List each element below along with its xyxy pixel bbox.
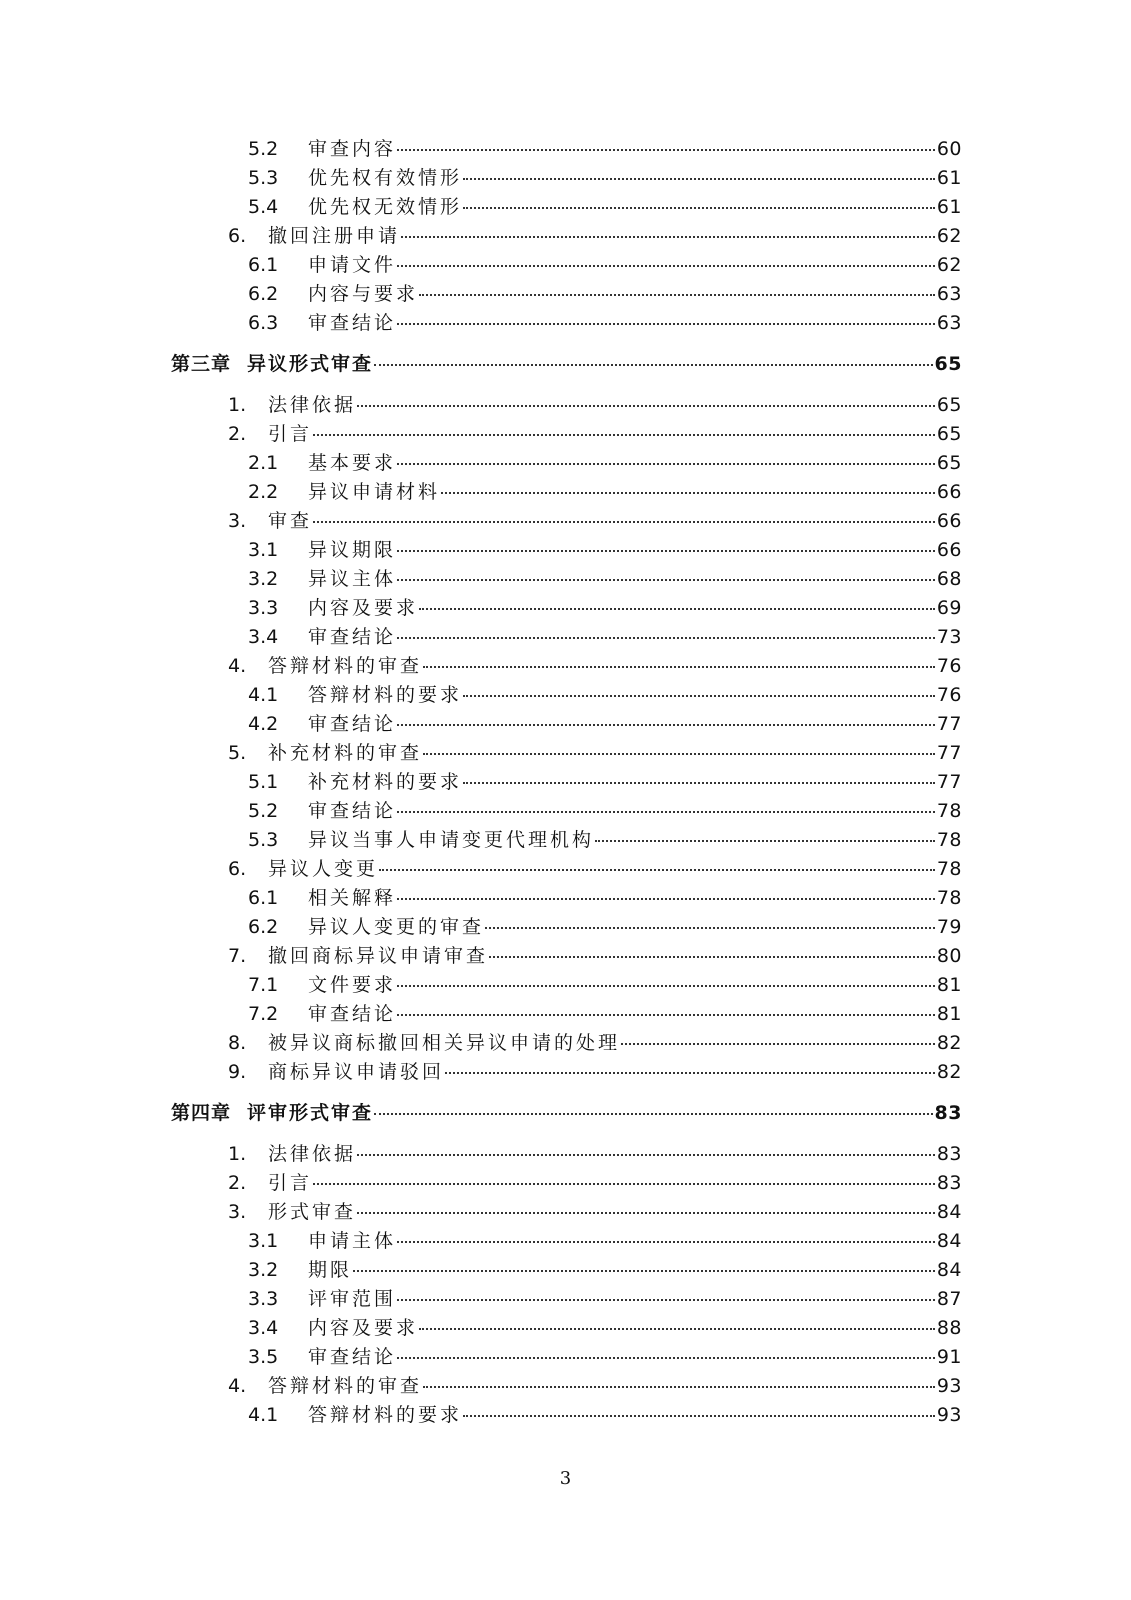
toc-entry-number: 4.1 [248,684,279,706]
toc-entry-page: 65 [936,452,962,474]
toc-entry[interactable] [0,567,962,591]
toc-entry-number: 2. [228,423,247,445]
toc-entry-number: 5.1 [248,771,279,793]
toc-entry-number: 1. [228,1143,247,1165]
toc-entry-title: 答辩材料的审查 [268,1375,423,1397]
toc-entry-number: 4. [228,1375,247,1397]
toc-entry-number: 6.2 [248,283,279,305]
toc-entry-number: 3.2 [248,1259,279,1281]
toc-entry[interactable] [0,596,962,620]
toc-entry-page: 65 [934,353,962,375]
toc-entry-title: 异议当事人申请变更代理机构 [308,829,595,851]
toc-entry-title: 异议期限 [308,539,397,561]
toc-chapter-entry[interactable] [0,352,962,376]
dot-leader [419,608,935,610]
toc-entry[interactable] [0,1171,962,1195]
dot-leader [397,1014,935,1016]
toc-entry-page: 62 [936,225,962,247]
toc-entry-page: 66 [936,481,962,503]
dot-leader [595,840,935,842]
toc-entry-title: 被异议商标撤回相关异议申请的处理 [268,1032,621,1054]
toc-entry-title: 申请文件 [308,254,397,276]
toc-entry[interactable] [0,195,962,219]
toc-entry[interactable] [0,1316,962,1340]
toc-entry[interactable] [0,1374,962,1398]
dot-leader [357,1212,935,1214]
toc-entry-title: 审查内容 [308,138,397,160]
toc-entry-page: 77 [936,742,962,764]
dot-leader [423,1386,935,1388]
toc-entry-title: 补充材料的审查 [268,742,423,764]
toc-entry-page: 78 [936,887,962,909]
toc-entry-page: 76 [936,655,962,677]
dot-leader [463,695,935,697]
toc-entry-number: 6.1 [248,887,279,909]
toc-entry-title: 优先权有效情形 [308,167,463,189]
toc-entry-page: 84 [936,1201,962,1223]
toc-entry-title: 审查结论 [308,312,397,334]
dot-leader [397,985,935,987]
toc-entry-number: 1. [228,394,247,416]
toc-entry-page: 69 [936,597,962,619]
toc-entry-page: 62 [936,254,962,276]
toc-entry-title: 审查结论 [308,800,397,822]
toc-entry-title: 撤回注册申请 [268,225,401,247]
dot-leader [463,178,935,180]
dot-leader [397,265,935,267]
dot-leader [397,550,935,552]
toc-entry-title: 内容及要求 [308,597,419,619]
toc-entry-number: 5. [228,742,247,764]
toc-entry[interactable] [0,538,962,562]
toc-entry[interactable] [0,712,962,736]
toc-entry-page: 80 [936,945,962,967]
toc-entry-page: 84 [936,1259,962,1281]
toc-entry-number: 6. [228,858,247,880]
toc-entry-page: 68 [936,568,962,590]
toc-entry-number: 7.1 [248,974,279,996]
toc-entry-title: 审查结论 [308,1003,397,1025]
toc-entry-title: 商标异议申请驳回 [268,1061,445,1083]
toc-entry-page: 88 [936,1317,962,1339]
dot-leader [397,637,935,639]
toc-entry-page: 63 [936,312,962,334]
toc-entry[interactable] [0,1031,962,1055]
dot-leader [313,434,935,436]
dot-leader [397,724,935,726]
toc-entry-number: 8. [228,1032,247,1054]
toc-entry[interactable] [0,1258,962,1282]
toc-entry-page: 79 [936,916,962,938]
dot-leader [397,898,935,900]
toc-entry-page: 73 [936,626,962,648]
toc-entry-title: 内容与要求 [308,283,419,305]
toc-entry-number: 3. [228,510,247,532]
toc-entry-page: 76 [936,684,962,706]
toc-entry[interactable] [0,137,962,161]
toc-entry[interactable] [0,1060,962,1084]
toc-entry-page: 78 [936,858,962,880]
toc-entry-number: 7.2 [248,1003,279,1025]
dot-leader [397,579,935,581]
toc-entry-title: 异议人变更的审查 [308,916,485,938]
toc-entry-number: 9. [228,1061,247,1083]
toc-entry-number: 3.2 [248,568,279,590]
toc-entry[interactable] [0,857,962,881]
toc-entry-title: 审查结论 [308,713,397,735]
dot-leader [397,149,935,151]
toc-entry-number: 6.3 [248,312,279,334]
dot-leader [441,492,935,494]
toc-entry-title: 相关解释 [308,887,397,909]
toc-entry-number: 6. [228,225,247,247]
toc-entry-page: 82 [936,1061,962,1083]
toc-entry-title: 法律依据 [268,394,357,416]
dot-leader [379,869,935,871]
dot-leader [397,463,935,465]
toc-entry-page: 84 [936,1230,962,1252]
toc-entry-title: 内容及要求 [308,1317,419,1339]
toc-entry-title: 法律依据 [268,1143,357,1165]
toc-entry-number: 6.2 [248,916,279,938]
toc-entry-page: 65 [936,423,962,445]
toc-entry-number: 第四章 [171,1102,232,1124]
toc-entry[interactable] [0,683,962,707]
toc-entry-title: 答辩材料的要求 [308,684,463,706]
toc-entry-page: 78 [936,829,962,851]
toc-entry-title: 异议形式审查 [247,353,374,375]
dot-leader [313,1183,935,1185]
toc-entry-title: 异议人变更 [268,858,379,880]
toc-entry[interactable] [0,1403,962,1427]
dot-leader [419,1328,935,1330]
toc-entry[interactable] [0,509,962,533]
toc-entry[interactable] [0,422,962,446]
toc-entry-page: 83 [936,1143,962,1165]
toc-entry-title: 优先权无效情形 [308,196,463,218]
toc-entry-page: 66 [936,510,962,532]
toc-entry-number: 3.1 [248,1230,279,1252]
toc-entry[interactable] [0,973,962,997]
toc-entry[interactable] [0,1229,962,1253]
toc-entry[interactable] [0,915,962,939]
toc-entry[interactable] [0,1142,962,1166]
dot-leader [463,207,935,209]
toc-entry-number: 第三章 [171,353,232,375]
toc-entry-number: 5.3 [248,167,279,189]
toc-entry[interactable] [0,654,962,678]
dot-leader [423,753,935,755]
toc-entry[interactable] [0,770,962,794]
toc-entry-page: 61 [936,196,962,218]
toc-entry-title: 撤回商标异议申请审查 [268,945,489,967]
toc-entry-title: 引言 [268,423,313,445]
toc-entry-title: 文件要求 [308,974,397,996]
dot-leader [374,1113,933,1115]
dot-leader [463,1415,935,1417]
toc-entry-number: 7. [228,945,247,967]
dot-leader [485,927,935,929]
toc-entry-page: 81 [936,974,962,996]
toc-chapter-entry[interactable] [0,1101,962,1125]
toc-entry-title: 基本要求 [308,452,397,474]
dot-leader [397,811,935,813]
toc-entry-page: 60 [936,138,962,160]
toc-entry[interactable] [0,1002,962,1026]
toc-entry-number: 2.1 [248,452,279,474]
toc-entry[interactable] [0,166,962,190]
toc-entry-page: 83 [934,1102,962,1124]
toc-entry[interactable] [0,799,962,823]
toc-entry-page: 91 [936,1346,962,1368]
dot-leader [423,666,935,668]
toc-entry-number: 3. [228,1201,247,1223]
toc-entry[interactable] [0,1345,962,1369]
toc-entry-number: 5.3 [248,829,279,851]
toc-entry-number: 6.1 [248,254,279,276]
toc-entry-page: 65 [936,394,962,416]
toc-entry[interactable] [0,625,962,649]
dot-leader [374,364,933,366]
toc-entry[interactable] [0,1200,962,1224]
toc-entry[interactable] [0,311,962,335]
dot-leader [397,1299,935,1301]
toc-entry[interactable] [0,1287,962,1311]
dot-leader [621,1043,935,1045]
toc-entry-title: 补充材料的要求 [308,771,463,793]
toc-entry-page: 66 [936,539,962,561]
toc-entry-title: 答辩材料的要求 [308,1404,463,1426]
dot-leader [463,782,935,784]
toc-entry-page: 77 [936,771,962,793]
dot-leader [397,1241,935,1243]
toc-entry-title: 异议主体 [308,568,397,590]
toc-entry-page: 93 [936,1404,962,1426]
toc-entry[interactable] [0,451,962,475]
toc-entry-page: 83 [936,1172,962,1194]
toc-entry[interactable] [0,480,962,504]
dot-leader [313,521,935,523]
toc-entry-page: 81 [936,1003,962,1025]
page-number: 3 [559,1468,572,1489]
toc-entry[interactable] [0,944,962,968]
toc-entry-page: 63 [936,283,962,305]
toc-entry-number: 4.1 [248,1404,279,1426]
toc-entry-number: 3.3 [248,1288,279,1310]
toc-entry-page: 87 [936,1288,962,1310]
toc-entry-page: 77 [936,713,962,735]
toc-entry-number: 3.5 [248,1346,279,1368]
dot-leader [357,1154,935,1156]
toc-entry-page: 93 [936,1375,962,1397]
toc-entry-page: 78 [936,800,962,822]
dot-leader [401,236,935,238]
dot-leader [397,1357,935,1359]
toc-entry[interactable] [0,886,962,910]
toc-entry[interactable] [0,741,962,765]
toc-entry-number: 2.2 [248,481,279,503]
toc-entry-number: 2. [228,1172,247,1194]
dot-leader [357,405,935,407]
toc-entry-title: 期限 [308,1259,353,1281]
toc-entry-number: 4. [228,655,247,677]
dot-leader [419,294,935,296]
toc-entry[interactable] [0,224,962,248]
toc-entry-title: 评审形式审查 [247,1102,374,1124]
toc-entry-number: 3.4 [248,1317,279,1339]
toc-entry-title: 审查结论 [308,626,397,648]
toc-entry-title: 答辩材料的审查 [268,655,423,677]
dot-leader [397,323,935,325]
dot-leader [353,1270,935,1272]
dot-leader [445,1072,935,1074]
toc-entry-title: 申请主体 [308,1230,397,1252]
toc-entry-title: 异议申请材料 [308,481,441,503]
toc-entry[interactable] [0,253,962,277]
toc-entry[interactable] [0,393,962,417]
toc-entry-number: 4.2 [248,713,279,735]
toc-entry-number: 3.4 [248,626,279,648]
toc-entry-page: 82 [936,1032,962,1054]
dot-leader [489,956,935,958]
toc-entry-number: 5.2 [248,138,279,160]
toc-entry-page: 61 [936,167,962,189]
toc-entry[interactable] [0,828,962,852]
toc-entry-number: 3.1 [248,539,279,561]
toc-entry-title: 形式审查 [268,1201,357,1223]
toc-entry-number: 5.4 [248,196,279,218]
toc-entry-title: 审查结论 [308,1346,397,1368]
toc-entry-title: 引言 [268,1172,313,1194]
toc-entry-title: 评审范围 [308,1288,397,1310]
toc-entry-title: 审查 [268,510,313,532]
toc-entry[interactable] [0,282,962,306]
toc-entry-number: 5.2 [248,800,279,822]
toc-entry-number: 3.3 [248,597,279,619]
